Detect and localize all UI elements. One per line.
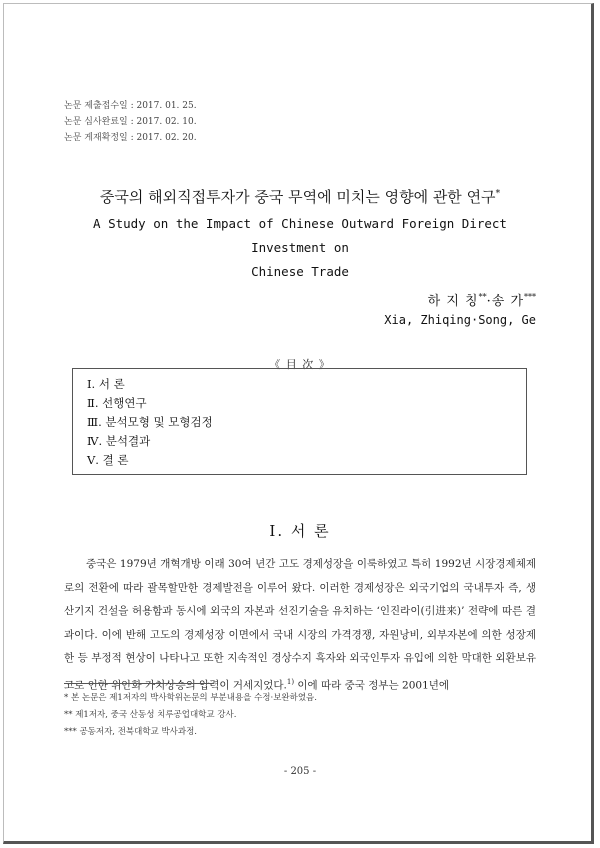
title-english-line2: Chinese Trade bbox=[251, 264, 349, 279]
toc-item-introduction: Ⅰ. 서 론 bbox=[87, 377, 125, 391]
toc-item-results: Ⅳ. 분석결과 bbox=[87, 434, 151, 448]
title-english-line1: A Study on the Impact of Chinese Outward Foreign Direct Investment on bbox=[93, 216, 507, 255]
title-footnote-mark: * bbox=[495, 189, 501, 199]
footnote-reference: 1) bbox=[286, 677, 295, 686]
author2-name: 송 가 bbox=[491, 294, 524, 309]
paper-title-korean bbox=[0, 186, 600, 207]
date-accepted: 논문 게재확정일 : 2017. 02. 20. bbox=[64, 133, 197, 143]
author1-mark: ** bbox=[478, 292, 487, 302]
body-paragraph bbox=[64, 553, 536, 698]
authors-english: Xia, Zhiqing·Song, Ge bbox=[384, 313, 536, 327]
footnote-1: * 본 논문은 제1저자의 박사학위논문의 부분내용을 수정·보완하였음. bbox=[64, 693, 317, 703]
author-separator: · bbox=[486, 294, 492, 309]
table-of-contents bbox=[72, 368, 527, 475]
date-submitted: 논문 제출접수일 : 2017. 01. 25. bbox=[64, 101, 197, 111]
footnote-3: *** 공동저자, 전북대학교 박사과정. bbox=[64, 727, 198, 737]
authors-korean bbox=[428, 290, 536, 309]
footnote-divider bbox=[64, 683, 214, 684]
author1-name: 하 지 칭 bbox=[427, 294, 479, 309]
paper-title-english bbox=[70, 212, 530, 284]
section-heading-introduction: Ⅰ. 서 론 bbox=[269, 522, 331, 540]
toc-item-conclusion: Ⅴ. 결 론 bbox=[87, 453, 129, 467]
toc-title: 《 目 次 》 bbox=[269, 358, 331, 371]
footnote-2: ** 제1저자, 중국 산동성 치루공업대학교 강사. bbox=[64, 710, 237, 720]
page-number: - 205 - bbox=[283, 766, 317, 777]
submission-dates bbox=[64, 98, 197, 146]
date-reviewed: 논문 심사완료일 : 2017. 02. 10. bbox=[64, 117, 197, 127]
footnotes bbox=[64, 690, 317, 741]
title-korean-text: 중국의 해외직접투자가 중국 무역에 미치는 영향에 관한 연구 bbox=[99, 188, 496, 206]
toc-item-literature-review: Ⅱ. 선행연구 bbox=[87, 396, 147, 410]
paragraph-text-continued: 이에 따라 중국 정부는 2001년에 bbox=[294, 679, 450, 691]
paragraph-text: 중국은 1979년 개혁개방 이래 30여 년간 고도 경제성장을 이룩하였고 특히 1992년 시장경제체제로의 전환에 따라 괄목할만한 경제발전을 이루어 왔다. 이러한 경제성장은 외국기업의 국내투자 즉, 생산기지 건설을 허용함과 동시에 외국의 자본과 선진기술을 유치하는 ‘인진라이(引进来)’ 전략에 따른 결과이다. 이에 반해 고도의 경제성장 이면에서 국내 시장의 가격경쟁, 자원낭비, 외부자본에 의한 성장제한 등 부정적 현상이 나타나고 또한 지속적인 경상수지 흑자와 외국인투자 유입에 의한 막대한 외환보유고로 인한 위안화 가치상승의 압력이 거세지었다. bbox=[64, 558, 536, 691]
toc-item-model: Ⅲ. 분석모형 및 모형검정 bbox=[87, 415, 213, 429]
author2-mark: *** bbox=[524, 292, 536, 302]
